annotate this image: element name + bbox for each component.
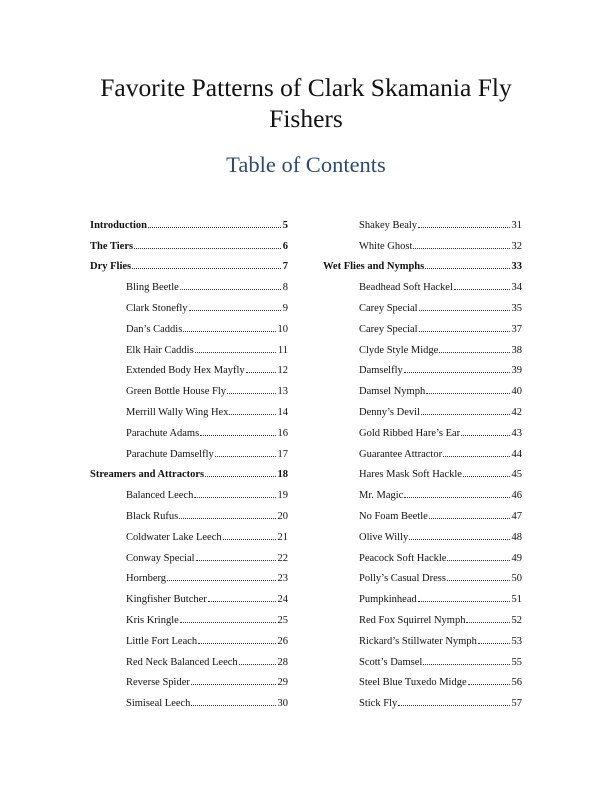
toc-entry-label: Red Neck Balanced Leech bbox=[126, 656, 238, 668]
dot-leader bbox=[425, 268, 509, 269]
toc-entry-label: White Ghost bbox=[359, 240, 413, 252]
toc-entry[interactable] bbox=[323, 397, 522, 418]
toc-entry-page: 33 bbox=[511, 261, 522, 273]
toc-entry-label: Denny’s Devil bbox=[359, 406, 420, 418]
dot-leader bbox=[454, 289, 510, 290]
toc-section-entry[interactable] bbox=[90, 460, 288, 481]
toc-entry[interactable] bbox=[90, 688, 288, 709]
toc-entry-label: Extended Body Hex Mayfly bbox=[126, 365, 245, 377]
toc-entry-label: Carey Special bbox=[359, 302, 418, 314]
toc-entry-page: 35 bbox=[511, 302, 522, 314]
toc-entry-page: 52 bbox=[511, 614, 522, 626]
toc-entry-page: 30 bbox=[277, 698, 288, 710]
toc-entry[interactable] bbox=[323, 272, 522, 293]
toc-entry-page: 53 bbox=[511, 635, 522, 647]
toc-entry[interactable] bbox=[90, 543, 288, 564]
toc-entry[interactable] bbox=[90, 397, 288, 418]
toc-entry-label: Conway Special bbox=[126, 552, 195, 564]
toc-entry-page: 13 bbox=[277, 386, 288, 398]
dot-leader bbox=[418, 601, 510, 602]
toc-entry-label: Green Bottle House Fly bbox=[126, 386, 227, 398]
dot-leader bbox=[148, 227, 281, 228]
toc-entry-page: 55 bbox=[511, 656, 522, 668]
toc-entry-label: Wet Flies and Nymphs bbox=[323, 261, 425, 273]
toc-entry-page: 21 bbox=[277, 531, 288, 543]
toc-entry-label: Scott’s Damsel bbox=[359, 656, 423, 668]
toc-entry-page: 44 bbox=[511, 448, 522, 460]
dot-leader bbox=[205, 476, 275, 477]
toc-entry[interactable] bbox=[90, 376, 288, 397]
toc-entry-page: 19 bbox=[277, 490, 288, 502]
toc-entry-page: 57 bbox=[511, 698, 522, 710]
dot-leader bbox=[191, 705, 275, 706]
toc-entry-page: 11 bbox=[277, 344, 288, 356]
toc-entry-page: 5 bbox=[282, 219, 288, 231]
toc-entry-label: Clark Stonefly bbox=[126, 302, 188, 314]
toc-column-right bbox=[323, 210, 522, 709]
toc-entry-page: 22 bbox=[277, 552, 288, 564]
toc-entry[interactable] bbox=[90, 356, 288, 377]
toc-section-entry[interactable] bbox=[90, 231, 288, 252]
toc-entry-page: 24 bbox=[277, 594, 288, 606]
toc-entry[interactable] bbox=[323, 501, 522, 522]
toc-entry[interactable] bbox=[90, 418, 288, 439]
toc-entry-page: 50 bbox=[511, 573, 522, 585]
toc-entry-label: Bling Beetle bbox=[126, 282, 179, 294]
toc-entry-page: 29 bbox=[277, 677, 288, 689]
toc-entry-page: 39 bbox=[511, 365, 522, 377]
toc-entry-page: 6 bbox=[282, 240, 288, 252]
toc-entry[interactable] bbox=[90, 501, 288, 522]
dot-leader bbox=[404, 372, 510, 373]
toc-entry-label: Damselfly bbox=[359, 365, 403, 377]
toc-entry-page: 20 bbox=[277, 510, 288, 522]
toc-entry[interactable] bbox=[323, 210, 522, 231]
toc-entry-page: 56 bbox=[511, 677, 522, 689]
toc-entry[interactable] bbox=[323, 460, 522, 481]
toc-entry[interactable] bbox=[90, 626, 288, 647]
dot-leader bbox=[419, 310, 510, 311]
toc-entry[interactable] bbox=[90, 293, 288, 314]
dot-leader bbox=[409, 539, 509, 540]
toc-entry-label: Peacock Soft Hackle bbox=[359, 552, 447, 564]
toc-entry-page: 37 bbox=[511, 323, 522, 335]
toc-entry-page: 17 bbox=[277, 448, 288, 460]
toc-entry[interactable] bbox=[323, 647, 522, 668]
dot-leader bbox=[134, 248, 281, 249]
toc-entry-page: 46 bbox=[511, 490, 522, 502]
toc-entry[interactable] bbox=[323, 376, 522, 397]
dot-leader bbox=[179, 518, 275, 519]
document-title: Favorite Patterns of Clark Skamania Fly Fishers bbox=[100, 73, 512, 133]
toc-entry-label: Steel Blue Tuxedo Midge bbox=[359, 677, 467, 689]
toc-entry-label: Elk Hair Caddis bbox=[126, 344, 194, 356]
toc-entry-label: Reverse Spider bbox=[126, 677, 190, 689]
toc-entry-label: No Foam Beetle bbox=[359, 510, 428, 522]
toc-entry-label: Gold Ribbed Hare’s Ear bbox=[359, 427, 461, 439]
dot-leader bbox=[443, 456, 509, 457]
toc-entry[interactable] bbox=[90, 480, 288, 501]
dot-leader bbox=[196, 560, 276, 561]
toc-entry-label: Shakey Bealy bbox=[359, 219, 418, 231]
toc-section-entry[interactable] bbox=[323, 252, 522, 273]
dot-leader bbox=[191, 684, 276, 685]
dot-leader bbox=[198, 643, 275, 644]
dot-leader bbox=[478, 643, 510, 644]
dot-leader bbox=[215, 456, 276, 457]
toc-entry-label: Red Fox Squirrel Nymph bbox=[359, 614, 466, 626]
dot-leader bbox=[439, 352, 509, 353]
toc-entry-page: 47 bbox=[511, 510, 522, 522]
toc-entry-label: Carey Special bbox=[359, 323, 418, 335]
toc-entry[interactable] bbox=[323, 356, 522, 377]
toc-entry[interactable] bbox=[323, 480, 522, 501]
dot-leader bbox=[227, 393, 275, 394]
toc-entry-label: Damsel Nymph bbox=[359, 386, 426, 398]
toc-entry-label: Hornberg bbox=[126, 573, 167, 585]
dot-leader bbox=[463, 476, 510, 477]
toc-entry-label: Kris Kringle bbox=[126, 614, 179, 626]
toc-entry[interactable] bbox=[90, 335, 288, 356]
dot-leader bbox=[223, 539, 276, 540]
toc-entry-page: 43 bbox=[511, 427, 522, 439]
dot-leader bbox=[413, 248, 509, 249]
toc-entry-page: 38 bbox=[511, 344, 522, 356]
toc-entry[interactable] bbox=[323, 439, 522, 460]
toc-section-entry[interactable] bbox=[90, 252, 288, 273]
toc-entry-page: 23 bbox=[277, 573, 288, 585]
toc-entry-page: 7 bbox=[282, 261, 288, 273]
toc-entry[interactable] bbox=[323, 543, 522, 564]
toc-entry-label: Polly’s Casual Dress bbox=[359, 573, 446, 585]
toc-entry-label: Mr. Magic bbox=[359, 490, 404, 502]
toc-entry-label: Kingfisher Butcher bbox=[126, 594, 207, 606]
toc-entry[interactable] bbox=[90, 272, 288, 293]
toc-entry-page: 18 bbox=[277, 469, 288, 481]
toc-entry[interactable] bbox=[323, 626, 522, 647]
toc-heading: Table of Contents bbox=[226, 152, 386, 177]
toc-entry-label: Black Rufus bbox=[126, 510, 179, 522]
toc-entry[interactable] bbox=[90, 668, 288, 689]
toc-entry-label: Balanced Leech bbox=[126, 490, 194, 502]
dot-leader bbox=[404, 497, 509, 498]
toc-entry-label: Hares Mask Soft Hackle bbox=[359, 469, 462, 481]
dot-leader bbox=[239, 664, 276, 665]
toc-entry-label: Stick Fly bbox=[359, 698, 398, 710]
toc-entry-label: Dry Flies bbox=[90, 261, 132, 273]
toc-entry[interactable] bbox=[90, 605, 288, 626]
toc-entry-page: 32 bbox=[511, 240, 522, 252]
toc-entry-page: 14 bbox=[277, 406, 288, 418]
toc-entry-page: 10 bbox=[277, 323, 288, 335]
toc-entry[interactable] bbox=[323, 584, 522, 605]
toc-entry-page: 49 bbox=[511, 552, 522, 564]
toc-entry-page: 25 bbox=[277, 614, 288, 626]
toc-entry-page: 45 bbox=[511, 469, 522, 481]
toc-entry-page: 16 bbox=[277, 427, 288, 439]
dot-leader bbox=[447, 580, 510, 581]
dot-leader bbox=[466, 622, 509, 623]
toc-entry[interactable] bbox=[323, 314, 522, 335]
toc-entry-label: Parachute Damselfly bbox=[126, 448, 214, 460]
dot-leader bbox=[429, 518, 510, 519]
toc-entry[interactable] bbox=[323, 522, 522, 543]
toc-entry-page: 48 bbox=[511, 531, 522, 543]
dot-leader bbox=[398, 705, 509, 706]
toc-entry[interactable] bbox=[323, 605, 522, 626]
toc-entry-label: The Tiers bbox=[90, 240, 134, 252]
toc-entry-page: 40 bbox=[511, 386, 522, 398]
toc-entry[interactable] bbox=[90, 647, 288, 668]
toc-entry-page: 9 bbox=[282, 302, 288, 314]
toc-section-entry[interactable] bbox=[90, 210, 288, 231]
toc-entry-page: 31 bbox=[511, 219, 522, 231]
toc-entry-label: Guarantee Attractor bbox=[359, 448, 443, 460]
toc-entry-label: Rickard’s Stillwater Nymph bbox=[359, 635, 477, 647]
toc-entry[interactable] bbox=[90, 439, 288, 460]
dot-leader bbox=[447, 560, 509, 561]
toc-entry[interactable] bbox=[323, 335, 522, 356]
toc-entry-page: 51 bbox=[511, 594, 522, 606]
toc-entry-page: 42 bbox=[511, 406, 522, 418]
dot-leader bbox=[229, 414, 275, 415]
toc-entry-label: Pumpkinhead bbox=[359, 594, 417, 606]
dot-leader bbox=[461, 435, 509, 436]
toc-entry-page: 12 bbox=[277, 365, 288, 377]
toc-entry-label: Clyde Style Midge bbox=[359, 344, 439, 356]
toc-entry-label: Simiseal Leech bbox=[126, 698, 191, 710]
toc-entry-label: Streamers and Attractors bbox=[90, 469, 205, 481]
toc-entry[interactable] bbox=[90, 314, 288, 335]
dot-leader bbox=[194, 497, 275, 498]
toc-entry[interactable] bbox=[323, 418, 522, 439]
toc-entry-page: 28 bbox=[277, 656, 288, 668]
dot-leader bbox=[183, 331, 275, 332]
toc-entry[interactable] bbox=[90, 564, 288, 585]
dot-leader bbox=[246, 372, 276, 373]
dot-leader bbox=[419, 331, 510, 332]
dot-leader bbox=[167, 580, 275, 581]
dot-leader bbox=[200, 435, 275, 436]
toc-entry[interactable] bbox=[90, 522, 288, 543]
toc-entry-label: Olive Willy bbox=[359, 531, 409, 543]
toc-entry[interactable] bbox=[90, 584, 288, 605]
dot-leader bbox=[189, 310, 281, 311]
dot-leader bbox=[426, 393, 509, 394]
dot-leader bbox=[132, 268, 281, 269]
dot-leader bbox=[180, 289, 281, 290]
dot-leader bbox=[423, 664, 509, 665]
toc-entry[interactable] bbox=[323, 668, 522, 689]
toc-entry[interactable] bbox=[323, 231, 522, 252]
toc-entry-label: Coldwater Lake Leech bbox=[126, 531, 222, 543]
toc-entry[interactable] bbox=[323, 564, 522, 585]
toc-entry-page: 26 bbox=[277, 635, 288, 647]
toc-column-left bbox=[90, 210, 288, 709]
toc-entry-label: Dan’s Caddis bbox=[126, 323, 183, 335]
toc-entry-label: Merrill Wally Wing Hex bbox=[126, 406, 229, 418]
dot-leader bbox=[208, 601, 276, 602]
toc-entry-page: 34 bbox=[511, 282, 522, 294]
toc-entry[interactable] bbox=[323, 688, 522, 709]
toc-entry-label: Little Fort Leach bbox=[126, 635, 198, 647]
dot-leader bbox=[418, 227, 509, 228]
toc-entry-label: Beadhead Soft Hackel bbox=[359, 282, 453, 294]
toc-entry-label: Parachute Adams bbox=[126, 427, 200, 439]
dot-leader bbox=[468, 684, 510, 685]
dot-leader bbox=[195, 352, 276, 353]
toc-entry-page: 8 bbox=[282, 282, 288, 294]
dot-leader bbox=[421, 414, 510, 415]
toc-entry-label: Introduction bbox=[90, 219, 147, 231]
dot-leader bbox=[180, 622, 276, 623]
toc-entry[interactable] bbox=[323, 293, 522, 314]
